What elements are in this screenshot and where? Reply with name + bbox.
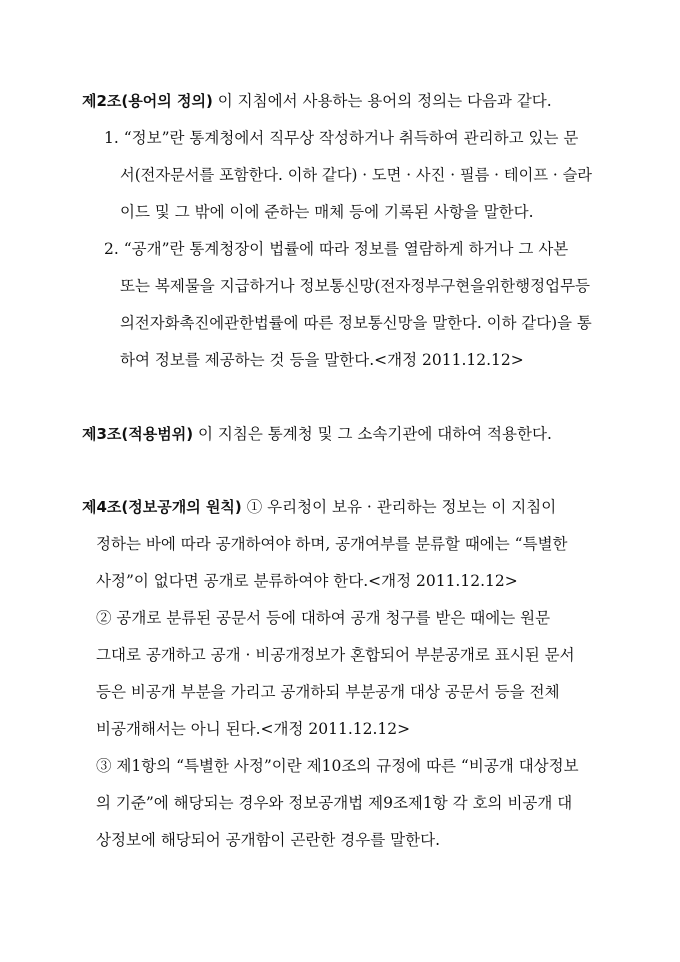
article2-intro: 이 지침에서 사용하는 용어의 정의는 다음과 같다. [217,92,552,110]
article4-para2-line1: ② 공개로 분류된 공문서 등에 대하여 공개 청구를 받은 때에는 원문 [96,609,551,627]
article4-para1-line2: 정하는 바에 따라 공개하여야 하며, 공개여부를 분류할 때에는 “특별한 [96,535,568,553]
article2-item2-line3: 의전자화촉진에관한법률에 따른 정보통신망을 말한다. 이하 같다)을 통 [120,314,592,332]
article3-line [82,423,552,445]
article3-text: 이 지침은 통계청 및 그 소속기관에 대하여 적용한다. [198,425,552,443]
article2-item2-line4: 하여 정보를 제공하는 것 등을 말한다.<개정 2011.12.12> [120,351,524,369]
article2-item1-line1: 1. “정보”란 통계청에서 직무상 작성하거나 취득하여 관리하고 있는 문 [104,129,579,147]
article4-para2-line4: 비공개해서는 아니 된다.<개정 2011.12.12> [96,720,411,738]
article4-title: 제4조(정보공개의 원칙) [82,498,242,516]
article4-heading-line [82,496,556,518]
article4-para1-line1: ① 우리청이 보유 · 관리하는 정보는 이 지침이 [246,498,557,516]
article2-item2-line1: 2. “공개”란 통계청장이 법률에 따라 정보를 열람하게 하거나 그 사본 [104,240,569,258]
article2-item2-line2: 또는 복제물을 지급하거나 정보통신망(전자정부구현을위한행정업무등 [120,277,591,295]
article2-item1-line3: 이드 및 그 밖에 이에 준하는 매체 등에 기록된 사항을 말한다. [120,203,534,221]
article4-para3-line2: 의 기준”에 해당되는 경우와 정보공개법 제9조제1항 각 호의 비공개 대 [96,794,573,812]
article4-para3-line3: 상정보에 해당되어 공개함이 곤란한 경우를 말한다. [96,831,440,849]
article2-item1-line2: 서(전자문서를 포함한다. 이하 같다) · 도면 · 사진 · 필름 · 테이프 · 슬라 [120,166,593,184]
article4-para2-line3: 등은 비공개 부분을 가리고 공개하되 부분공개 대상 공문서 등을 전체 [96,683,560,701]
article2-title: 제2조(용어의 정의) [82,92,213,110]
article3-title: 제3조(적용범위) [82,425,194,443]
article4-para2-line2: 그대로 공개하고 공개 · 비공개정보가 혼합되어 부분공개로 표시된 문서 [96,646,575,664]
article4-para3-line1: ③ 제1항의 “특별한 사정”이란 제10조의 규정에 따른 “비공개 대상정보 [96,757,579,775]
article4-para1-line3: 사정”이 없다면 공개로 분류하여야 한다.<개정 2011.12.12> [96,572,518,590]
article2-heading-line [82,90,552,112]
